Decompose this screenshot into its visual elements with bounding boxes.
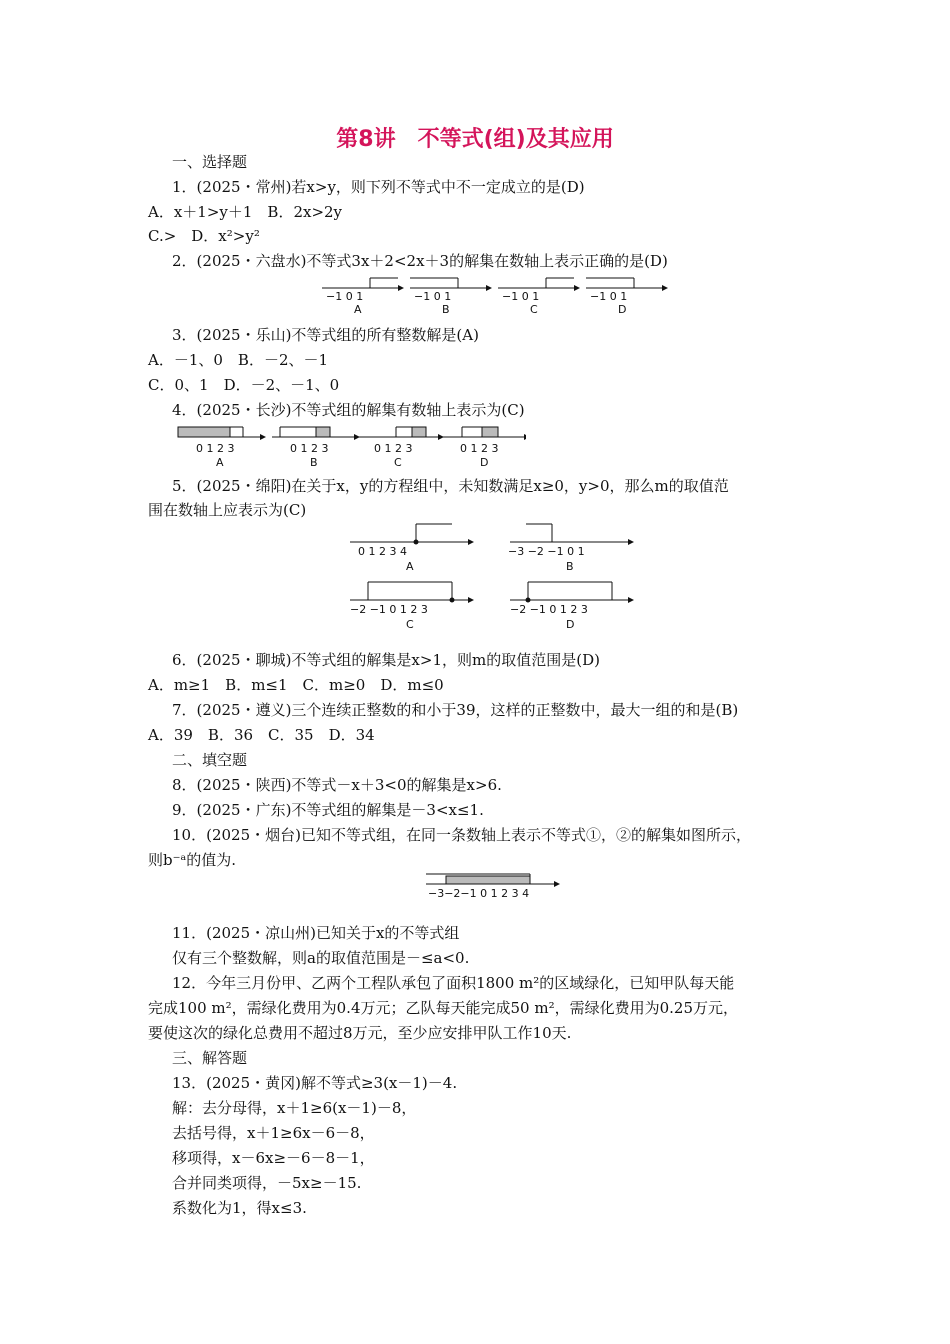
svg-text:−1 0 1: −1 0 1 <box>590 290 628 303</box>
text-line: 一、选择题 <box>172 153 248 171</box>
svg-text:A: A <box>406 560 414 573</box>
text-line: C.> D．x²>y² <box>148 227 260 245</box>
q5-option-a <box>350 524 474 573</box>
q2-option-d <box>586 278 668 316</box>
svg-text:0 1 2 3: 0 1 2 3 <box>290 442 329 455</box>
text-line: C．0、1 D．－2、－1、0 <box>148 376 340 394</box>
text-line: A．m≥1 B．m≤1 C．m≥0 D．m≤0 <box>148 676 444 694</box>
text-line: 6．(2025・聊城)不等式组的解集是x>1，则m的取值范围是(D) <box>172 651 600 669</box>
text-line: 11．(2025・凉山州)已知关于x的不等式组 <box>172 924 460 942</box>
q2-option-a <box>322 278 404 316</box>
q2-label-a: A <box>354 303 362 316</box>
q2-number-lines <box>318 276 678 320</box>
text-line: 二、填空题 <box>172 751 248 769</box>
text-line: 则b⁻ᵃ的值为. <box>148 851 237 869</box>
svg-text:A: A <box>216 456 224 469</box>
q5-number-lines <box>346 520 646 644</box>
svg-text:C: C <box>394 456 402 469</box>
text-line: 仅有三个整数解，则a的取值范围是－≤a<0. <box>172 949 470 967</box>
text-line: 5．(2025・绵阳)在关于x，y的方程组中，未知数满足x≥0，y>0，那么m的取值范 <box>172 477 729 495</box>
svg-text:B: B <box>442 303 450 316</box>
text-line: 8．(2025・陕西)不等式－x＋3<0的解集是x>6. <box>172 776 502 794</box>
q5-option-b <box>508 524 634 573</box>
q2-option-b <box>410 278 492 316</box>
svg-text:B: B <box>310 456 318 469</box>
text-line: 去括号得，x＋1≥6x－6－8， <box>172 1124 375 1142</box>
svg-text:−2 −1 0 1 2 3: −2 −1 0 1 2 3 <box>350 603 428 616</box>
svg-text:C: C <box>530 303 538 316</box>
text-line: A．39 B．36 C．35 D．34 <box>148 726 375 744</box>
svg-text:−3 −2 −1 0 1: −3 −2 −1 0 1 <box>508 545 585 558</box>
text-line: A．x＋1>y＋1 B．2x>2y <box>148 203 343 221</box>
q5-option-d <box>510 582 634 631</box>
q10-number-line <box>424 872 564 908</box>
svg-text:−2 −1 0 1 2 3: −2 −1 0 1 2 3 <box>510 603 588 616</box>
svg-text:0 1 2 3 4: 0 1 2 3 4 <box>358 545 407 558</box>
q2-ticks-a: −1 0 1 <box>326 290 364 303</box>
text-line: 2．(2025・六盘水)不等式3x＋2<2x＋3的解集在数轴上表示正确的是(D) <box>172 252 668 270</box>
q2-option-c <box>498 278 580 316</box>
text-line: 解：去分母得，x＋1≥6(x－1)－8， <box>172 1099 417 1117</box>
svg-text:0 1 2 3: 0 1 2 3 <box>196 442 235 455</box>
text-line: 要使这次的绿化总费用不超过8万元，至少应安排甲队工作10天. <box>148 1024 572 1042</box>
text-line: 三、解答题 <box>172 1049 248 1067</box>
text-line: 12．今年三月份甲、乙两个工程队承包了面积1800 m²的区域绿化，已知甲队每天能 <box>172 974 735 992</box>
text-line: 13．(2025・黄冈)解不等式≥3(x－1)－4. <box>172 1074 458 1092</box>
q4-option-d <box>442 427 526 469</box>
text-line: 1．(2025・常州)若x>y，则下列不等式中不一定成立的是(D) <box>172 178 585 196</box>
q4-option-c <box>356 427 444 469</box>
text-line: 7．(2025・遵义)三个连续正整数的和小于39，这样的正整数中，最大一组的和是(B) <box>172 701 739 719</box>
svg-text:B: B <box>566 560 574 573</box>
text-line: 移项得，x－6x≥－6－8－1， <box>172 1149 375 1167</box>
svg-text:−1 0 1: −1 0 1 <box>414 290 452 303</box>
svg-text:0 1 2 3: 0 1 2 3 <box>460 442 499 455</box>
q4-option-b <box>272 427 360 469</box>
svg-text:−1 0 1: −1 0 1 <box>502 290 540 303</box>
svg-text:0 1 2 3: 0 1 2 3 <box>374 442 413 455</box>
q4-option-a <box>178 427 266 469</box>
text-line: 4．(2025・长沙)不等式组的解集有数轴上表示为(C) <box>172 401 525 419</box>
text-line: 3．(2025・乐山)不等式组的所有整数解是(A) <box>172 326 479 344</box>
text-line: A．－1、0 B．－2、－1 <box>148 351 329 369</box>
text-line: 围在数轴上应表示为(C) <box>148 501 307 519</box>
text-line: 合并同类项得，－5x≥－15. <box>172 1174 362 1192</box>
q5-option-c <box>350 582 474 631</box>
text-line: 系数化为1，得x≤3. <box>172 1199 307 1217</box>
q10-ticks: −3−2−1 0 1 2 3 4 <box>428 887 530 900</box>
text-line: 10．(2025・烟台)已知不等式组，在同一条数轴上表示不等式①，②的解集如图所示， <box>172 826 751 844</box>
q4-number-lines <box>176 424 526 474</box>
text-line: 完成100 m²，需绿化费用为0.4万元；乙队每天能完成50 m²，需绿化费用为0.25万元， <box>148 999 738 1017</box>
svg-text:C: C <box>406 618 414 631</box>
svg-text:D: D <box>618 303 627 316</box>
text-line: 9．(2025・广东)不等式组的解集是－3<x≤1. <box>172 801 484 819</box>
svg-text:D: D <box>480 456 489 469</box>
page-title: 第8讲 不等式(组)及其应用 <box>336 127 614 152</box>
svg-text:D: D <box>566 618 575 631</box>
